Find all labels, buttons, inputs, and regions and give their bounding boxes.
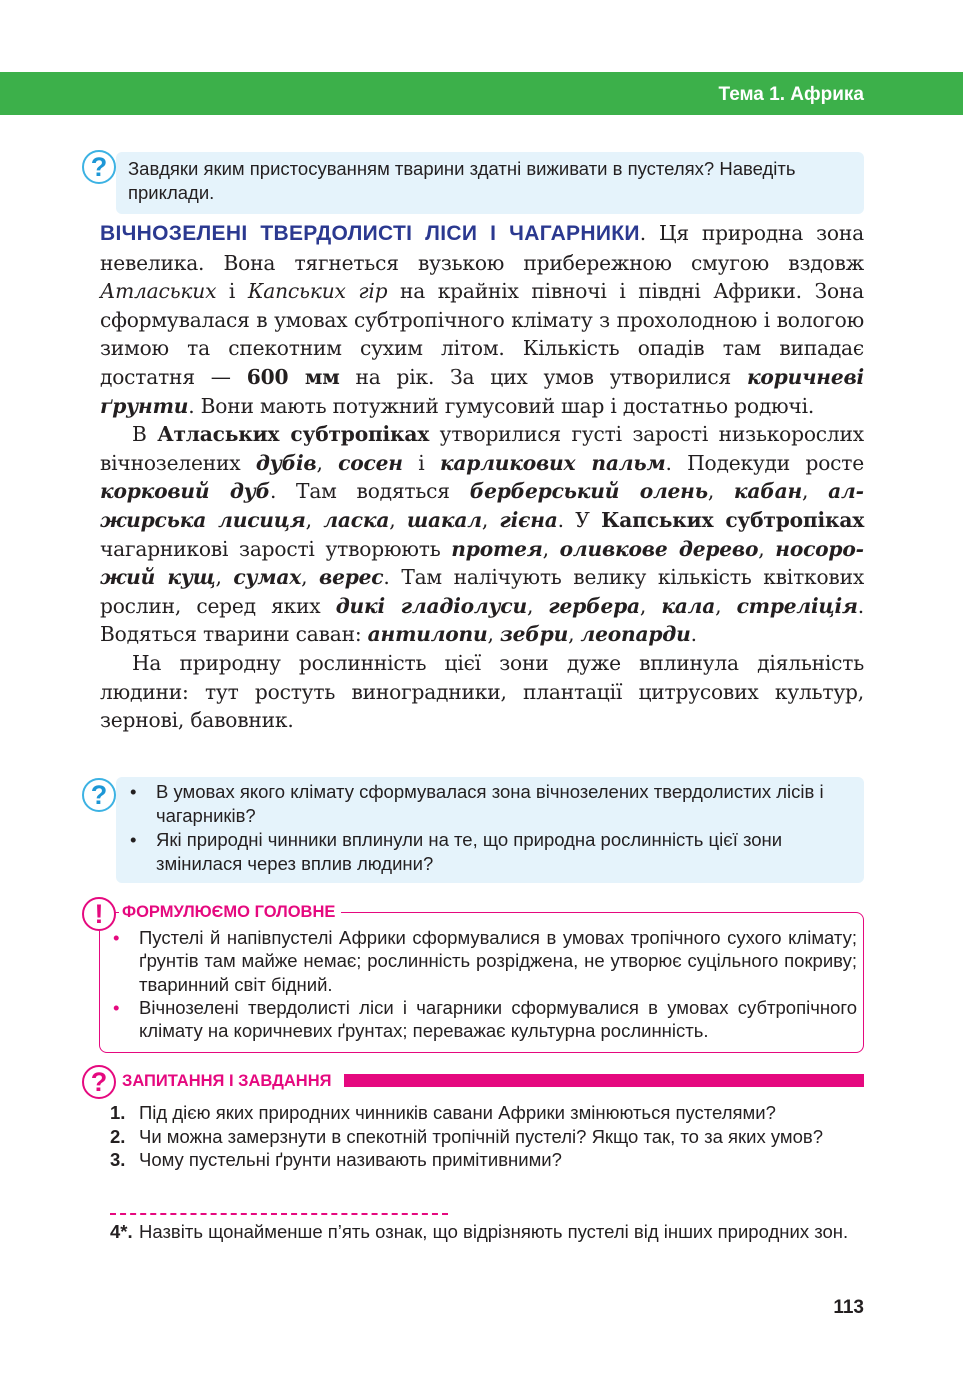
list-item: 3. Чому пустельні ґрунти називають примітивними?	[110, 1149, 562, 1171]
list-item: 1. Під дією яких природних чинників савани Африки змінюються пустелями?	[110, 1102, 776, 1123]
topic-header	[0, 72, 963, 115]
question-box	[116, 777, 864, 883]
question-icon: ?	[82, 778, 116, 812]
tasks-bar	[344, 1074, 864, 1087]
topic-title: Тема 1. Африка	[718, 84, 864, 105]
summary-list	[139, 926, 857, 1042]
question-text: Завдяки яким пристосуванням тварини здатні виживати в пустелях? Наведіть приклади.	[128, 158, 796, 203]
divider	[110, 1213, 448, 1215]
question-icon: ?	[82, 1065, 116, 1099]
main-text: ВІЧНОЗЕЛЕНІ ТВЕРДОЛИСТІ ЛІСИ І ЧАГАРНИКИ. Ця природна зона невелика. Вона тягнеться вузькою прибережною смугою вздовж Атлаських і Капських гір на крайніх півночі і півдні Африки. Зона сформувалася в умовах субтропічного клімату з прохолодною і вологою зимою та спекотним сухим літом. Кількість опадів там випадає достатня — 600 мм на рік. За цих умов утворилися коричневі ґрунти. Вони мають потужний гумусовий шар і достатньо родючі. В Атлаських субтропіках утворилися густі зарості низькорослих вічнозелених дубів, сосен і карликових пальм. Подекуди росте корковий дуб. Там водяться берберський олень, кабан, алжирська лисиця, ласка, шакал, гієна. У Капських субтропіках чагарникові зарості утворюють протея, оливкове дерево, носорожий кущ, сумах, верес. Там налічують велику кількість квіткових рослин, серед яких дикі гладіолуси, гербера, кала, стреліція. Водяться тварини саван: антилопи, зебри, леопарди. На природну рослинність цієї зони дуже вплинула діяльність людини: тут ростуть виноградники, плантації цитрусових культур, зернові, бавовник.	[100, 219, 864, 735]
paragraph-3: На природну рослинність цієї зони дуже вплинула діяльність людини: тут ростуть виноградники, плантації цитрусових культур, зернові, бавовник.	[100, 650, 864, 733]
paragraph-2: В Атлаських субтропіках утворилися густі зарості низькорослих вічнозелених дубів, сосен і карликових пальм. Подекуди росте корковий дуб. Там водяться берберський олень, кабан, алжирська лисиця, ласка, шакал, гієна. У Капських субтропіках чагарникові зарості утворюють протея, оливкове дерево, носорожий кущ, сумах, верес. Там налічують велику кількість квіткових рослин, серед яких дикі гладіолуси, гербера, кала, стреліція. Водяться тварини саван: антилопи, зебри, леопарди.	[100, 422, 865, 647]
list-item: • В умовах якого клімату сформувалася зона вічнозелених твердолистих лісів і чагарників?	[156, 780, 852, 828]
section-heading: ВІЧНОЗЕЛЕНІ ТВЕРДОЛИСТІ ЛІСИ І ЧАГАРНИКИ	[100, 222, 640, 245]
summary-title: ФОРМУЛЮЄМО ГОЛОВНЕ	[119, 903, 341, 922]
exclamation-icon: !	[82, 897, 116, 931]
task-list-extra	[110, 1220, 864, 1244]
list-item: • Вічнозелені твердолисті ліси і чагарники сформувалися в умовах субтропічного клімату на коричневих ґрунтах; переважає культурна рослинність.	[139, 996, 857, 1043]
question-box	[116, 152, 864, 214]
tasks-title: ЗАПИТАННЯ І ЗАВДАННЯ	[119, 1072, 336, 1091]
question-icon: ?	[82, 150, 116, 184]
page-number: 113	[833, 1297, 864, 1318]
list-item: 2. Чи можна замерзнути в спекотній тропічній пустелі? Якщо так, то за яких умов?	[110, 1125, 823, 1147]
list-item: 4*. Назвіть щонайменше п’ять ознак, що відрізняють пустелі від інших природних зон.	[110, 1221, 849, 1242]
task-list	[110, 1101, 864, 1172]
list-item: • Які природні чинники вплинули на те, що природна рослинність цієї зони змінилася через вплив людини?	[156, 828, 852, 876]
list-item: • Пустелі й напівпустелі Африки сформувалися в умовах тропічного сухого клімату; ґрунтів там майже немає; рослинність розріджена, не утворює суцільного покриву; тваринний світ бідний.	[139, 926, 857, 996]
